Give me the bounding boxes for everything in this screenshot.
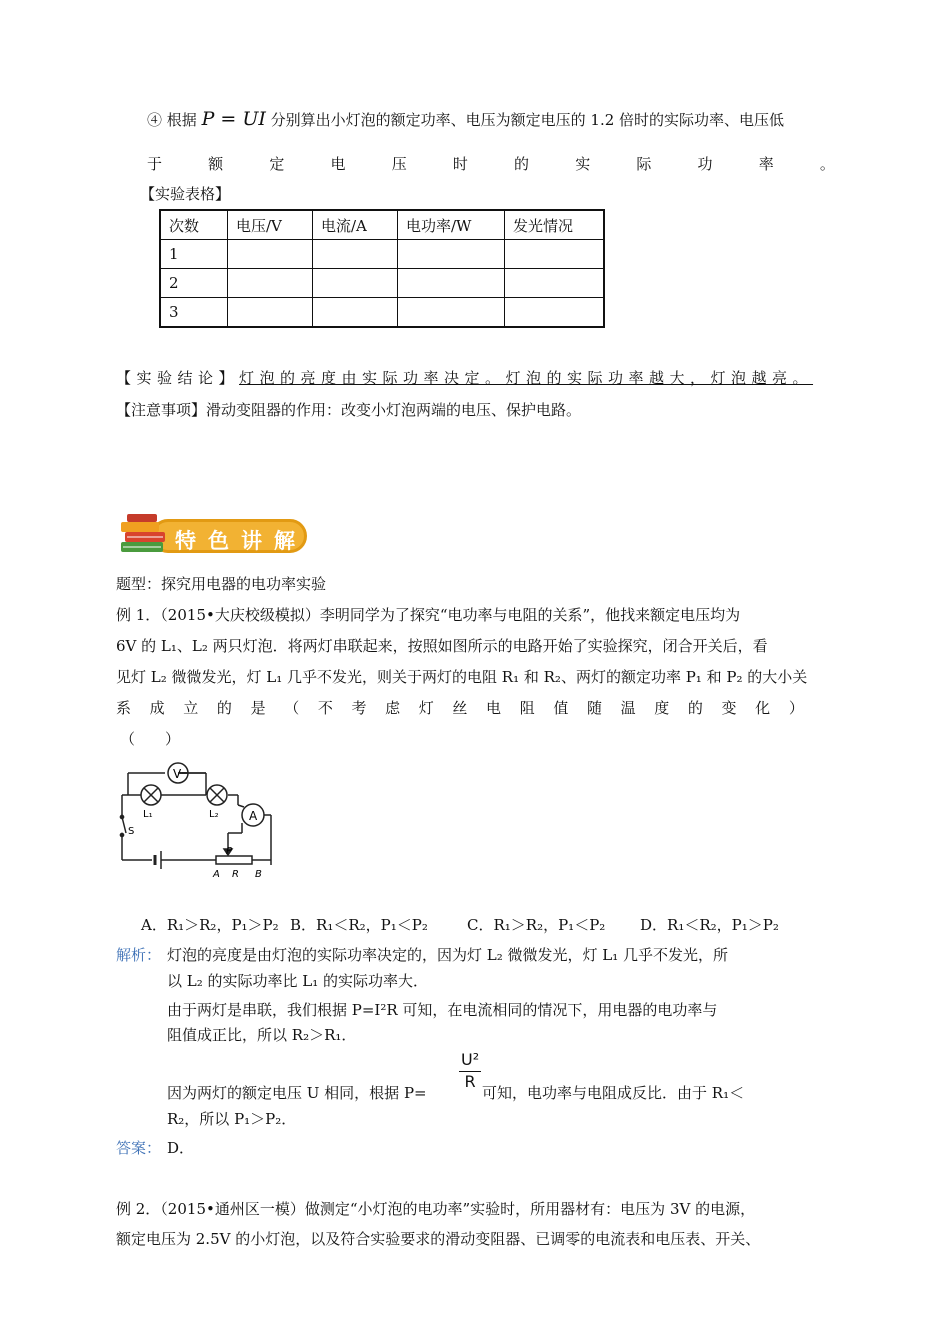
analysis-line: R₂，所以 P₁＞P₂． xyxy=(167,1110,297,1128)
spread-char: 电 xyxy=(330,155,346,173)
table-cell xyxy=(228,298,313,328)
fraction-numerator: U² xyxy=(459,1050,481,1072)
spread-char: 化 xyxy=(755,699,771,717)
spread-char: 于 xyxy=(147,155,163,173)
rheostat-a-label: A xyxy=(213,869,220,880)
example2-line2: 额定电压为 2.5V 的小灯泡，以及符合实验要求的滑动变阻器、已调零的电流表和电压表、开关、 xyxy=(116,1230,761,1248)
circuit-diagram xyxy=(116,755,296,880)
experiment-table xyxy=(159,209,605,328)
l2-label: L₂ xyxy=(209,809,219,820)
spread-char: 不 xyxy=(317,699,333,717)
spread-char: 值 xyxy=(553,699,569,717)
option-b: B．R₁＜R₂，P₁＜P₂ xyxy=(290,916,428,934)
fraction-u2-over-r xyxy=(459,1050,481,1091)
analysis-line: 灯泡的亮度是由灯泡的实际功率决定的，因为灯 L₂ 微微发光，灯 L₁ 几乎不发光，所 xyxy=(167,946,729,964)
step4-line2 xyxy=(147,153,835,174)
table-header-cell: 电功率/W xyxy=(398,210,505,240)
conclusion-line xyxy=(116,367,813,388)
example1-line2: 6V 的 L₁、L₂ 两只灯泡．将两灯串联起来，按照如图所示的电路开始了实验探究，闭合开关后，看 xyxy=(116,637,768,655)
table-heading: 【实验表格】 xyxy=(140,185,231,203)
spread-char: 考 xyxy=(351,699,367,717)
spread-char: 的 xyxy=(687,699,703,717)
table-cell xyxy=(313,298,398,328)
spread-char: 阻 xyxy=(519,699,535,717)
analysis-label: 解析： xyxy=(116,946,162,964)
spread-char: 系 xyxy=(116,699,132,717)
spread-char: 际 xyxy=(636,155,652,173)
rheostat-r-label: R xyxy=(232,869,239,880)
spread-char: 功 xyxy=(697,155,713,173)
spread-char: ） xyxy=(788,699,804,717)
example2-line1: 例 2．（2015•通州区一模）做测定“小灯泡的电功率”实验时，所用器材有：电压为 3V 的电源， xyxy=(116,1200,756,1218)
spread-char: 额 xyxy=(208,155,224,173)
spread-char: 变 xyxy=(721,699,737,717)
table-cell xyxy=(228,269,313,298)
step4-line1-rest: 分别算出小灯泡的额定功率、电压为额定电压的 1.2 倍时的实际功率、电压低 xyxy=(270,111,785,129)
analysis-line: 因为两灯的额定电压 U 相同，根据 P= xyxy=(167,1084,427,1102)
rheostat-b-label: B xyxy=(255,869,262,880)
notes-line xyxy=(116,399,581,420)
table-cell xyxy=(505,298,605,328)
table-cell: 2 xyxy=(160,269,228,298)
example1-line1: 例 1．（2015•大庆校级模拟）李明同学为了探究“电功率与电阻的关系”，他找来额定电压均为 xyxy=(116,606,741,624)
voltmeter-label: V xyxy=(173,767,182,781)
spread-char: 的 xyxy=(514,155,530,173)
books-icon xyxy=(117,512,169,560)
option-a: A．R₁＞R₂，P₁＞P₂ xyxy=(141,916,279,934)
table-row xyxy=(160,298,604,328)
table-cell xyxy=(398,269,505,298)
topic-line: 题型：探究用电器的电功率实验 xyxy=(116,575,327,593)
spread-char: 定 xyxy=(269,155,285,173)
spread-char: 虑 xyxy=(385,699,401,717)
example1-line4 xyxy=(116,697,804,718)
analysis-line: 以 L₂ 的实际功率比 L₁ 的实际功率大． xyxy=(167,972,429,990)
spread-char: 的 xyxy=(216,699,232,717)
spread-char: 随 xyxy=(586,699,602,717)
table-cell xyxy=(228,240,313,269)
spread-char: 成 xyxy=(149,699,165,717)
step4-prefix: ④ 根据 xyxy=(147,111,197,129)
slider-label: P xyxy=(226,846,233,857)
spread-char: 灯 xyxy=(418,699,434,717)
table-header-row xyxy=(160,210,604,240)
spread-char: 是 xyxy=(250,699,266,717)
table-row xyxy=(160,269,604,298)
spread-char: 电 xyxy=(486,699,502,717)
table-cell: 3 xyxy=(160,298,228,328)
table-header-cell: 发光情况 xyxy=(505,210,605,240)
notes-label: 【注意事项】 xyxy=(116,401,207,419)
spread-char: 压 xyxy=(391,155,407,173)
conclusion-label: 【实验结论】 xyxy=(116,369,240,387)
option-c: C．R₁＞R₂，P₁＜P₂ xyxy=(467,916,606,934)
answer-value: D． xyxy=(167,1139,195,1157)
example1-line5: （ ） xyxy=(120,730,181,748)
conclusion-text: 灯泡的亮度由实际功率决定。灯泡的实际功率越大，灯泡越亮。 xyxy=(239,369,814,387)
analysis-line: 由于两灯是串联，我们根据 P=I²R 可知，在电流相同的情况下，用电器的电功率与 xyxy=(167,1001,718,1019)
spread-char: 时 xyxy=(452,155,468,173)
table-cell xyxy=(505,269,605,298)
l1-label: L₁ xyxy=(143,809,153,820)
spread-char: 度 xyxy=(654,699,670,717)
table-header-cell: 次数 xyxy=(160,210,228,240)
table-row xyxy=(160,240,604,269)
spread-char: 温 xyxy=(620,699,636,717)
formula-p-ui: P = UI xyxy=(201,108,266,130)
table-cell xyxy=(313,240,398,269)
table-cell xyxy=(313,269,398,298)
badge-title: 特色讲解 xyxy=(175,529,307,553)
feature-badge xyxy=(117,512,309,560)
table-cell xyxy=(398,298,505,328)
switch-label: S xyxy=(128,826,135,837)
notes-text: 滑动变阻器的作用：改变小灯泡两端的电压、保护电路。 xyxy=(206,401,582,419)
analysis-line: 阻值成正比，所以 R₂＞R₁． xyxy=(167,1026,357,1044)
fraction-denominator: R xyxy=(464,1072,476,1091)
option-d: D．R₁＜R₂，P₁＞P₂ xyxy=(640,916,779,934)
answer-label: 答案： xyxy=(116,1139,162,1157)
table-cell xyxy=(505,240,605,269)
spread-char: 丝 xyxy=(452,699,468,717)
table-header-cell: 电压/V xyxy=(228,210,313,240)
spread-char: 。 xyxy=(819,155,835,173)
ammeter-label: A xyxy=(249,809,258,823)
spread-char: 立 xyxy=(183,699,199,717)
spread-char: 率 xyxy=(758,155,774,173)
table-header-cell: 电流/A xyxy=(313,210,398,240)
example1-line3: 见灯 L₂ 微微发光，灯 L₁ 几乎不发光，则关于两灯的电阻 R₁ 和 R₂、两灯的额定功率 P₁ 和 P₂ 的大小关 xyxy=(116,668,808,686)
table-cell: 1 xyxy=(160,240,228,269)
spread-char: 实 xyxy=(575,155,591,173)
spread-char: （ xyxy=(284,699,300,717)
analysis-line: 可知，电功率与电阻成反比．由于 R₁＜ xyxy=(482,1084,745,1102)
table-cell xyxy=(398,240,505,269)
step4-line1 xyxy=(147,108,784,130)
